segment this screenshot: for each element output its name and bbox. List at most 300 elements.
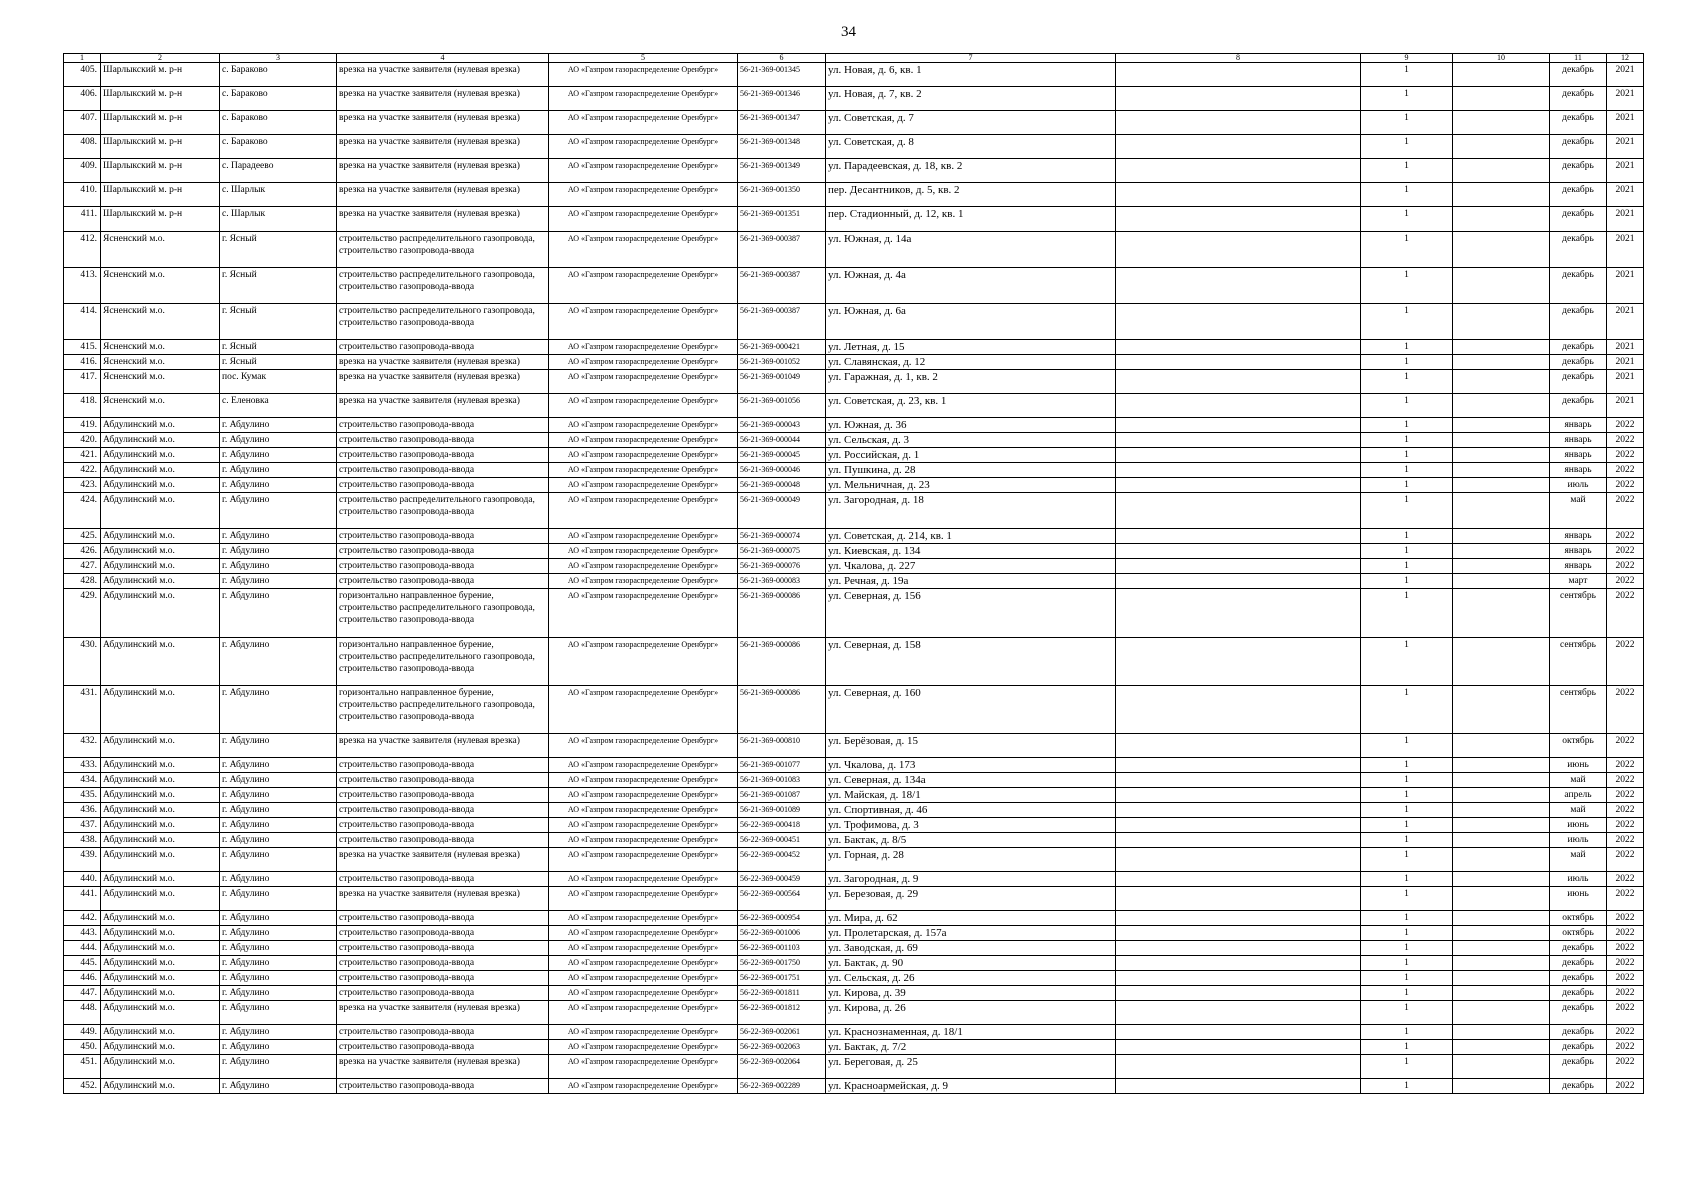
year-cell: 2022 xyxy=(1607,1079,1644,1094)
table-row xyxy=(64,183,1644,207)
col-10-cell xyxy=(1453,544,1550,559)
settlement-cell: г. Ясный xyxy=(220,340,337,355)
address-cell: ул. Трофимова, д. 3 xyxy=(826,818,1116,833)
contract-number-cell: 56-21-369-001346 xyxy=(738,87,826,111)
municipality-cell: Абдулинский м.о. xyxy=(101,1079,220,1094)
address-cell: пер. Десантников, д. 5, кв. 2 xyxy=(826,183,1116,207)
work-type-cell: врезка на участке заявителя (нулевая врезка) xyxy=(337,355,549,370)
col-8-cell xyxy=(1116,638,1361,686)
col-10-cell xyxy=(1453,833,1550,848)
contract-number-cell: 56-22-369-000954 xyxy=(738,911,826,926)
settlement-cell: г. Абдулино xyxy=(220,773,337,788)
table-row xyxy=(64,941,1644,956)
municipality-cell: Ясненский м.о. xyxy=(101,304,220,340)
count-cell: 1 xyxy=(1361,773,1453,788)
organization-cell: АО «Газпром газораспределение Оренбург» xyxy=(549,848,738,872)
address-cell: ул. Заводская, д. 69 xyxy=(826,941,1116,956)
row-number-cell: 415. xyxy=(64,340,101,355)
col-8-cell xyxy=(1116,848,1361,872)
count-cell: 1 xyxy=(1361,872,1453,887)
month-cell: май xyxy=(1550,848,1607,872)
organization-cell: АО «Газпром газораспределение Оренбург» xyxy=(549,418,738,433)
settlement-cell: г. Абдулино xyxy=(220,734,337,758)
col-10-cell xyxy=(1453,529,1550,544)
organization-cell: АО «Газпром газораспределение Оренбург» xyxy=(549,638,738,686)
settlement-cell: г. Ясный xyxy=(220,268,337,304)
year-cell: 2022 xyxy=(1607,418,1644,433)
count-cell: 1 xyxy=(1361,911,1453,926)
table-row xyxy=(64,638,1644,686)
col-10-cell xyxy=(1453,183,1550,207)
address-cell: ул. Славянская, д. 12 xyxy=(826,355,1116,370)
contract-number-cell: 56-22-369-001751 xyxy=(738,971,826,986)
col-8-cell xyxy=(1116,493,1361,529)
col-10-cell xyxy=(1453,911,1550,926)
organization-cell: АО «Газпром газораспределение Оренбург» xyxy=(549,207,738,232)
contract-number-cell: 56-21-369-001351 xyxy=(738,207,826,232)
row-number-cell: 420. xyxy=(64,433,101,448)
contract-number-cell: 56-21-369-001345 xyxy=(738,63,826,87)
settlement-cell: г. Абдулино xyxy=(220,833,337,848)
work-type-cell: строительство газопровода-ввода xyxy=(337,926,549,941)
col-8-cell xyxy=(1116,183,1361,207)
year-cell: 2021 xyxy=(1607,394,1644,418)
col-8-cell xyxy=(1116,370,1361,394)
count-cell: 1 xyxy=(1361,355,1453,370)
contract-number-cell: 56-21-369-001056 xyxy=(738,394,826,418)
count-cell: 1 xyxy=(1361,493,1453,529)
year-cell: 2022 xyxy=(1607,803,1644,818)
row-number-cell: 448. xyxy=(64,1001,101,1025)
year-cell: 2022 xyxy=(1607,1025,1644,1040)
col-8-cell xyxy=(1116,433,1361,448)
settlement-cell: г. Абдулино xyxy=(220,818,337,833)
year-cell: 2022 xyxy=(1607,911,1644,926)
table-row xyxy=(64,304,1644,340)
col-8-cell xyxy=(1116,355,1361,370)
col-10-cell xyxy=(1453,788,1550,803)
row-number-cell: 435. xyxy=(64,788,101,803)
organization-cell: АО «Газпром газораспределение Оренбург» xyxy=(549,111,738,135)
row-number-cell: 410. xyxy=(64,183,101,207)
count-cell: 1 xyxy=(1361,529,1453,544)
contract-number-cell: 56-21-369-000083 xyxy=(738,574,826,589)
settlement-cell: г. Абдулино xyxy=(220,872,337,887)
count-cell: 1 xyxy=(1361,394,1453,418)
row-number-cell: 419. xyxy=(64,418,101,433)
col-8-cell xyxy=(1116,207,1361,232)
month-cell: декабрь xyxy=(1550,304,1607,340)
month-cell: декабрь xyxy=(1550,268,1607,304)
work-type-cell: строительство газопровода-ввода xyxy=(337,758,549,773)
organization-cell: АО «Газпром газораспределение Оренбург» xyxy=(549,833,738,848)
col-8-cell xyxy=(1116,1025,1361,1040)
address-cell: ул. Кирова, д. 26 xyxy=(826,1001,1116,1025)
row-number-cell: 412. xyxy=(64,232,101,268)
contract-number-cell: 56-21-369-000086 xyxy=(738,589,826,638)
settlement-cell: г. Абдулино xyxy=(220,788,337,803)
year-cell: 2022 xyxy=(1607,926,1644,941)
table-row xyxy=(64,833,1644,848)
row-number-cell: 436. xyxy=(64,803,101,818)
contract-number-cell: 56-21-369-000387 xyxy=(738,268,826,304)
row-number-cell: 445. xyxy=(64,956,101,971)
month-cell: декабрь xyxy=(1550,370,1607,394)
row-number-cell: 439. xyxy=(64,848,101,872)
month-cell: декабрь xyxy=(1550,986,1607,1001)
col-8-cell xyxy=(1116,529,1361,544)
count-cell: 1 xyxy=(1361,207,1453,232)
table-row xyxy=(64,848,1644,872)
work-type-cell: строительство газопровода-ввода xyxy=(337,986,549,1001)
address-cell: ул. Советская, д. 23, кв. 1 xyxy=(826,394,1116,418)
year-cell: 2022 xyxy=(1607,758,1644,773)
col-10-cell xyxy=(1453,355,1550,370)
month-cell: сентябрь xyxy=(1550,686,1607,734)
organization-cell: АО «Газпром газораспределение Оренбург» xyxy=(549,135,738,159)
address-cell: ул. Гаражная, д. 1, кв. 2 xyxy=(826,370,1116,394)
work-type-cell: строительство распределительного газопровода, строительство газопровода-ввода xyxy=(337,268,549,304)
table-row xyxy=(64,232,1644,268)
table-row xyxy=(64,589,1644,638)
municipality-cell: Абдулинский м.о. xyxy=(101,529,220,544)
address-cell: ул. Бактак, д. 7/2 xyxy=(826,1040,1116,1055)
organization-cell: АО «Газпром газораспределение Оренбург» xyxy=(549,544,738,559)
work-type-cell: врезка на участке заявителя (нулевая врезка) xyxy=(337,135,549,159)
table-row xyxy=(64,872,1644,887)
year-cell: 2022 xyxy=(1607,773,1644,788)
organization-cell: АО «Газпром газораспределение Оренбург» xyxy=(549,971,738,986)
work-type-cell: врезка на участке заявителя (нулевая врезка) xyxy=(337,734,549,758)
table-row xyxy=(64,1025,1644,1040)
count-cell: 1 xyxy=(1361,433,1453,448)
address-cell: ул. Майская, д. 18/1 xyxy=(826,788,1116,803)
col-10-cell xyxy=(1453,848,1550,872)
organization-cell: АО «Газпром газораспределение Оренбург» xyxy=(549,941,738,956)
month-cell: январь xyxy=(1550,448,1607,463)
address-cell: ул. Чкалова, д. 173 xyxy=(826,758,1116,773)
contract-number-cell: 56-22-369-002064 xyxy=(738,1055,826,1079)
year-cell: 2021 xyxy=(1607,355,1644,370)
count-cell: 1 xyxy=(1361,887,1453,911)
month-cell: декабрь xyxy=(1550,63,1607,87)
month-cell: декабрь xyxy=(1550,340,1607,355)
address-cell: ул. Мельничная, д. 23 xyxy=(826,478,1116,493)
settlement-cell: с. Бараково xyxy=(220,135,337,159)
year-cell: 2022 xyxy=(1607,544,1644,559)
col-10-cell xyxy=(1453,1040,1550,1055)
col-8-cell xyxy=(1116,926,1361,941)
year-cell: 2021 xyxy=(1607,159,1644,183)
column-number: 12 xyxy=(1607,54,1644,63)
col-10-cell xyxy=(1453,370,1550,394)
table-row xyxy=(64,788,1644,803)
settlement-cell: с. Шарлык xyxy=(220,207,337,232)
municipality-cell: Абдулинский м.о. xyxy=(101,734,220,758)
organization-cell: АО «Газпром газораспределение Оренбург» xyxy=(549,1001,738,1025)
municipality-cell: Шарлыкский м. р-н xyxy=(101,63,220,87)
month-cell: июнь xyxy=(1550,758,1607,773)
year-cell: 2021 xyxy=(1607,232,1644,268)
municipality-cell: Абдулинский м.о. xyxy=(101,493,220,529)
month-cell: декабрь xyxy=(1550,394,1607,418)
row-number-cell: 440. xyxy=(64,872,101,887)
month-cell: декабрь xyxy=(1550,355,1607,370)
organization-cell: АО «Газпром газораспределение Оренбург» xyxy=(549,183,738,207)
work-type-cell: строительство газопровода-ввода xyxy=(337,941,549,956)
col-10-cell xyxy=(1453,941,1550,956)
table-row xyxy=(64,803,1644,818)
address-cell: ул. Бактак, д. 8/5 xyxy=(826,833,1116,848)
address-cell: ул. Мира, д. 62 xyxy=(826,911,1116,926)
organization-cell: АО «Газпром газораспределение Оренбург» xyxy=(549,818,738,833)
year-cell: 2022 xyxy=(1607,941,1644,956)
count-cell: 1 xyxy=(1361,734,1453,758)
col-8-cell xyxy=(1116,394,1361,418)
col-10-cell xyxy=(1453,803,1550,818)
address-cell: ул. Южная, д. 4а xyxy=(826,268,1116,304)
col-10-cell xyxy=(1453,418,1550,433)
col-10-cell xyxy=(1453,1055,1550,1079)
municipality-cell: Абдулинский м.о. xyxy=(101,758,220,773)
count-cell: 1 xyxy=(1361,956,1453,971)
year-cell: 2021 xyxy=(1607,304,1644,340)
month-cell: декабрь xyxy=(1550,159,1607,183)
contract-number-cell: 56-21-369-001077 xyxy=(738,758,826,773)
gasification-table xyxy=(63,53,1644,1094)
table-body xyxy=(64,63,1644,1094)
row-number-cell: 424. xyxy=(64,493,101,529)
settlement-cell: г. Абдулино xyxy=(220,559,337,574)
row-number-cell: 425. xyxy=(64,529,101,544)
row-number-cell: 430. xyxy=(64,638,101,686)
settlement-cell: г. Абдулино xyxy=(220,986,337,1001)
row-number-cell: 446. xyxy=(64,971,101,986)
municipality-cell: Абдулинский м.о. xyxy=(101,872,220,887)
municipality-cell: Абдулинский м.о. xyxy=(101,833,220,848)
work-type-cell: строительство газопровода-ввода xyxy=(337,872,549,887)
table-row xyxy=(64,686,1644,734)
col-10-cell xyxy=(1453,394,1550,418)
row-number-cell: 452. xyxy=(64,1079,101,1094)
month-cell: январь xyxy=(1550,544,1607,559)
month-cell: декабрь xyxy=(1550,87,1607,111)
table-row xyxy=(64,394,1644,418)
municipality-cell: Абдулинский м.о. xyxy=(101,1055,220,1079)
address-cell: ул. Северная, д. 158 xyxy=(826,638,1116,686)
table-row xyxy=(64,559,1644,574)
col-10-cell xyxy=(1453,304,1550,340)
organization-cell: АО «Газпром газораспределение Оренбург» xyxy=(549,1040,738,1055)
address-cell: ул. Пролетарская, д. 157а xyxy=(826,926,1116,941)
year-cell: 2022 xyxy=(1607,986,1644,1001)
table-row xyxy=(64,758,1644,773)
organization-cell: АО «Газпром газораспределение Оренбург» xyxy=(549,911,738,926)
month-cell: июль xyxy=(1550,872,1607,887)
count-cell: 1 xyxy=(1361,340,1453,355)
organization-cell: АО «Газпром газораспределение Оренбург» xyxy=(549,448,738,463)
contract-number-cell: 56-22-369-002061 xyxy=(738,1025,826,1040)
count-cell: 1 xyxy=(1361,803,1453,818)
address-cell: ул. Киевская, д. 134 xyxy=(826,544,1116,559)
row-number-cell: 437. xyxy=(64,818,101,833)
col-10-cell xyxy=(1453,433,1550,448)
municipality-cell: Ясненский м.о. xyxy=(101,268,220,304)
col-10-cell xyxy=(1453,574,1550,589)
col-8-cell xyxy=(1116,941,1361,956)
row-number-cell: 408. xyxy=(64,135,101,159)
settlement-cell: г. Абдулино xyxy=(220,941,337,956)
row-number-cell: 417. xyxy=(64,370,101,394)
work-type-cell: строительство распределительного газопровода, строительство газопровода-ввода xyxy=(337,232,549,268)
count-cell: 1 xyxy=(1361,758,1453,773)
col-10-cell xyxy=(1453,448,1550,463)
address-cell: ул. Южная, д. 6а xyxy=(826,304,1116,340)
table-row xyxy=(64,340,1644,355)
work-type-cell: строительство газопровода-ввода xyxy=(337,1025,549,1040)
contract-number-cell: 56-21-369-000086 xyxy=(738,638,826,686)
municipality-cell: Абдулинский м.о. xyxy=(101,448,220,463)
settlement-cell: г. Абдулино xyxy=(220,463,337,478)
col-8-cell xyxy=(1116,135,1361,159)
count-cell: 1 xyxy=(1361,304,1453,340)
col-10-cell xyxy=(1453,887,1550,911)
count-cell: 1 xyxy=(1361,232,1453,268)
organization-cell: АО «Газпром газораспределение Оренбург» xyxy=(549,529,738,544)
table-row xyxy=(64,159,1644,183)
year-cell: 2022 xyxy=(1607,818,1644,833)
work-type-cell: строительство распределительного газопровода, строительство газопровода-ввода xyxy=(337,304,549,340)
settlement-cell: г. Абдулино xyxy=(220,1055,337,1079)
year-cell: 2022 xyxy=(1607,448,1644,463)
table-row xyxy=(64,370,1644,394)
row-number-cell: 406. xyxy=(64,87,101,111)
work-type-cell: врезка на участке заявителя (нулевая врезка) xyxy=(337,159,549,183)
year-cell: 2022 xyxy=(1607,848,1644,872)
settlement-cell: г. Ясный xyxy=(220,232,337,268)
count-cell: 1 xyxy=(1361,818,1453,833)
month-cell: декабрь xyxy=(1550,941,1607,956)
col-10-cell xyxy=(1453,926,1550,941)
count-cell: 1 xyxy=(1361,589,1453,638)
row-number-cell: 423. xyxy=(64,478,101,493)
settlement-cell: г. Абдулино xyxy=(220,956,337,971)
municipality-cell: Абдулинский м.о. xyxy=(101,574,220,589)
contract-number-cell: 56-21-369-000086 xyxy=(738,686,826,734)
settlement-cell: г. Абдулино xyxy=(220,478,337,493)
work-type-cell: врезка на участке заявителя (нулевая врезка) xyxy=(337,111,549,135)
municipality-cell: Абдулинский м.о. xyxy=(101,926,220,941)
organization-cell: АО «Газпром газораспределение Оренбург» xyxy=(549,589,738,638)
settlement-cell: г. Абдулино xyxy=(220,887,337,911)
column-number: 1 xyxy=(64,54,101,63)
col-8-cell xyxy=(1116,478,1361,493)
address-cell: ул. Северная, д. 160 xyxy=(826,686,1116,734)
municipality-cell: Абдулинский м.о. xyxy=(101,956,220,971)
col-8-cell xyxy=(1116,418,1361,433)
municipality-cell: Абдулинский м.о. xyxy=(101,848,220,872)
address-cell: ул. Пушкина, д. 28 xyxy=(826,463,1116,478)
year-cell: 2021 xyxy=(1607,111,1644,135)
month-cell: декабрь xyxy=(1550,135,1607,159)
count-cell: 1 xyxy=(1361,848,1453,872)
year-cell: 2021 xyxy=(1607,207,1644,232)
month-cell: декабрь xyxy=(1550,971,1607,986)
address-cell: ул. Сельская, д. 26 xyxy=(826,971,1116,986)
count-cell: 1 xyxy=(1361,418,1453,433)
work-type-cell: строительство газопровода-ввода xyxy=(337,478,549,493)
address-cell: ул. Бактак, д. 90 xyxy=(826,956,1116,971)
address-cell: ул. Южная, д. 14а xyxy=(826,232,1116,268)
col-8-cell xyxy=(1116,773,1361,788)
row-number-cell: 413. xyxy=(64,268,101,304)
table-row xyxy=(64,448,1644,463)
organization-cell: АО «Газпром газораспределение Оренбург» xyxy=(549,340,738,355)
count-cell: 1 xyxy=(1361,1055,1453,1079)
col-10-cell xyxy=(1453,589,1550,638)
col-8-cell xyxy=(1116,971,1361,986)
count-cell: 1 xyxy=(1361,1001,1453,1025)
col-10-cell xyxy=(1453,232,1550,268)
col-10-cell xyxy=(1453,734,1550,758)
row-number-cell: 434. xyxy=(64,773,101,788)
row-number-cell: 429. xyxy=(64,589,101,638)
count-cell: 1 xyxy=(1361,111,1453,135)
col-8-cell xyxy=(1116,574,1361,589)
col-10-cell xyxy=(1453,686,1550,734)
table-row xyxy=(64,986,1644,1001)
contract-number-cell: 56-22-369-002063 xyxy=(738,1040,826,1055)
settlement-cell: пос. Кумак xyxy=(220,370,337,394)
column-number: 6 xyxy=(738,54,826,63)
table-row xyxy=(64,1040,1644,1055)
col-8-cell xyxy=(1116,304,1361,340)
count-cell: 1 xyxy=(1361,971,1453,986)
municipality-cell: Ясненский м.о. xyxy=(101,370,220,394)
table-row xyxy=(64,887,1644,911)
organization-cell: АО «Газпром газораспределение Оренбург» xyxy=(549,758,738,773)
year-cell: 2021 xyxy=(1607,268,1644,304)
address-cell: ул. Краснознаменная, д. 18/1 xyxy=(826,1025,1116,1040)
col-8-cell xyxy=(1116,986,1361,1001)
contract-number-cell: 56-22-369-002289 xyxy=(738,1079,826,1094)
address-cell: ул. Чкалова, д. 227 xyxy=(826,559,1116,574)
work-type-cell: горизонтально направленное бурение, строительство распределительного газопровода, строительство газопровода-ввода xyxy=(337,686,549,734)
count-cell: 1 xyxy=(1361,478,1453,493)
work-type-cell: врезка на участке заявителя (нулевая врезка) xyxy=(337,394,549,418)
table-row xyxy=(64,463,1644,478)
col-8-cell xyxy=(1116,340,1361,355)
organization-cell: АО «Газпром газораспределение Оренбург» xyxy=(549,986,738,1001)
count-cell: 1 xyxy=(1361,448,1453,463)
month-cell: апрель xyxy=(1550,788,1607,803)
address-cell: ул. Советская, д. 7 xyxy=(826,111,1116,135)
table-row xyxy=(64,63,1644,87)
col-8-cell xyxy=(1116,1055,1361,1079)
row-number-cell: 444. xyxy=(64,941,101,956)
row-number-cell: 428. xyxy=(64,574,101,589)
municipality-cell: Ясненский м.о. xyxy=(101,340,220,355)
organization-cell: АО «Газпром газораспределение Оренбург» xyxy=(549,433,738,448)
month-cell: сентябрь xyxy=(1550,589,1607,638)
contract-number-cell: 56-21-369-001087 xyxy=(738,788,826,803)
year-cell: 2021 xyxy=(1607,370,1644,394)
contract-number-cell: 56-21-369-001349 xyxy=(738,159,826,183)
count-cell: 1 xyxy=(1361,463,1453,478)
count-cell: 1 xyxy=(1361,159,1453,183)
row-number-cell: 422. xyxy=(64,463,101,478)
month-cell: март xyxy=(1550,574,1607,589)
